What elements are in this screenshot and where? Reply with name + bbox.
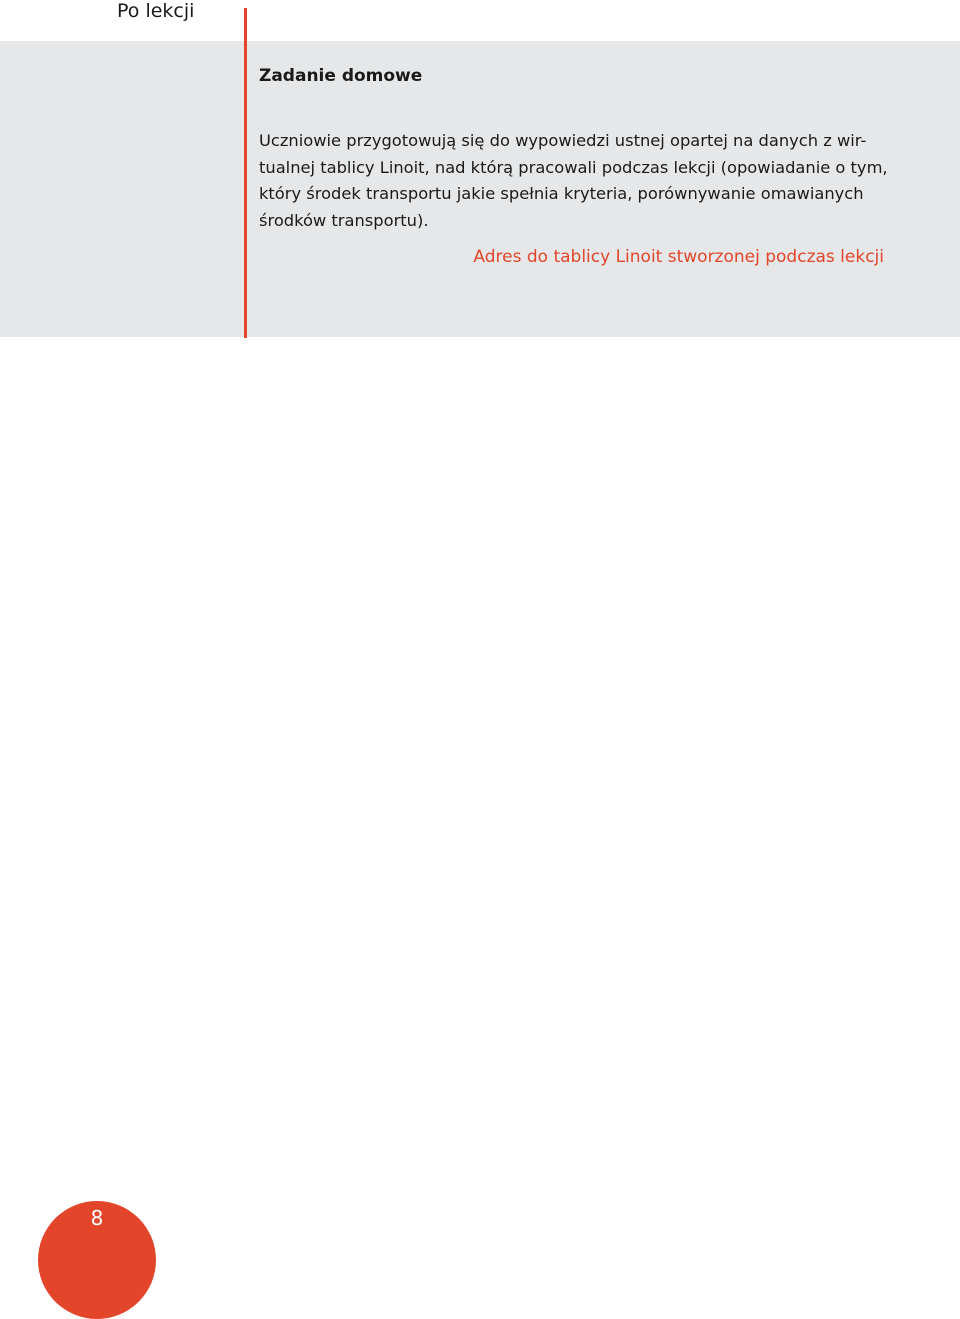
- page-number: 8: [90, 1206, 104, 1230]
- accent-vertical-rule: [244, 8, 247, 338]
- homework-heading: Zadanie domowe: [259, 66, 423, 86]
- homework-description: [259, 128, 888, 234]
- description-line: Uczniowie przygotowują się do wypowiedzi ustnej opartej na danych z wir-: [259, 131, 867, 150]
- description-line: środków transportu).: [259, 210, 429, 230]
- description-line: tualnej tablicy Linoit, nad którą pracowali podczas lekcji (opowiadanie o tym,: [259, 157, 888, 177]
- linoit-board-link[interactable]: Adres do tablicy Linoit stworzonej podczas lekcji: [473, 247, 884, 267]
- description-line: który środek transportu jakie spełnia kryteria, porównywanie omawianych: [259, 184, 864, 203]
- section-label: Po lekcji: [117, 0, 195, 22]
